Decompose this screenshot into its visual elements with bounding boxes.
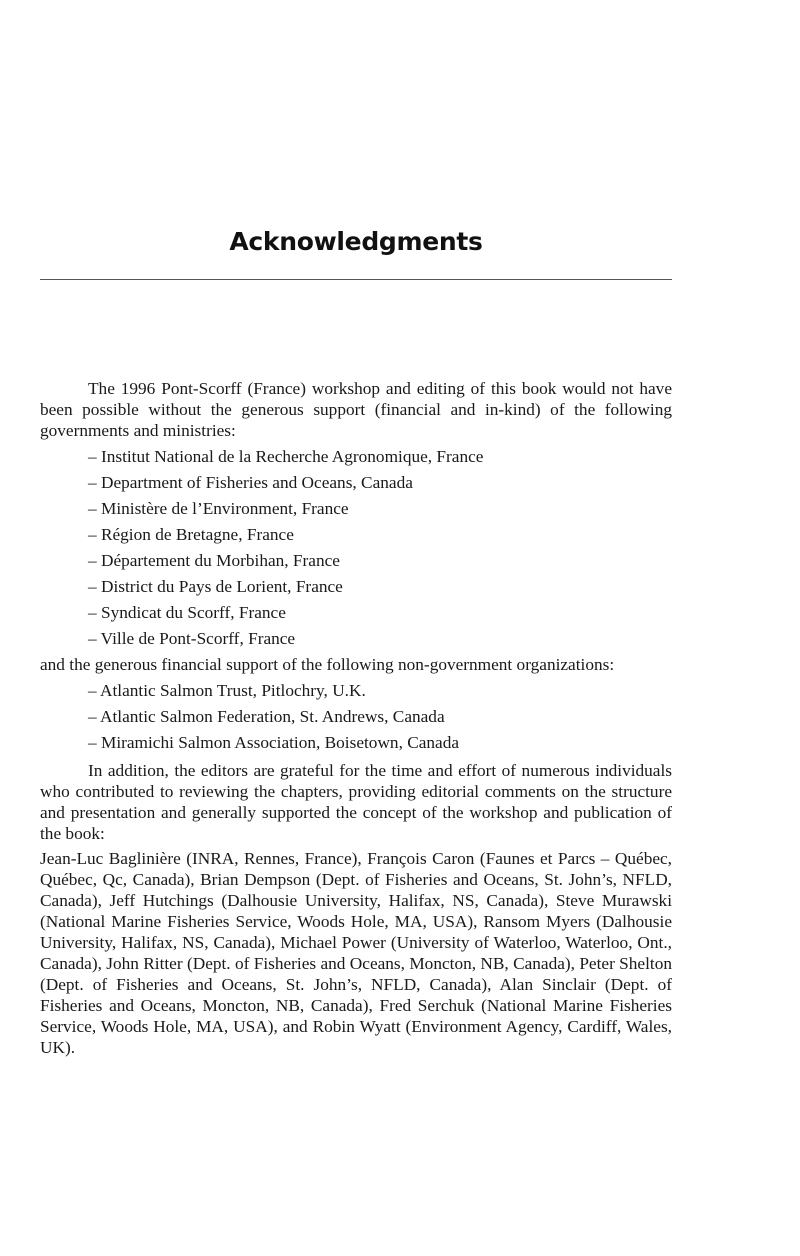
page-title: Acknowledgments <box>229 226 483 256</box>
list-item: – District du Pays de Lorient, France <box>88 577 343 596</box>
list-item: – Institut National de la Recherche Agronomique, France <box>88 447 484 466</box>
reviewers-paragraph: Jean-Luc Baglinière (INRA, Rennes, France), François Caron (Faunes et Parcs – Québec, Québec, Qc, Canada), Brian Dempson (Dept. of Fisheries and Oceans, St. John’s, NFLD, Canada), Jeff Hutchings (Dalhousie University, Halifax, NS, Canada), Steve Murawski (National Marine Fisheries Service, Woods Hole, MA, USA), Ransom Myers (Dalhousie University, Halifax, NS, Canada), Michael Power (University of Waterloo, Waterloo, Ont., Canada), John Ritter (Dept. of Fisheries and Oceans, Moncton, NB, Canada), Peter Shelton (Dept. of Fisheries and Oceans, St. John’s, NFLD, Canada), Alan Sinclair (Dept. of Fisheries and Oceans, Moncton, NB, Canada), Fred Serchuk (National Marine Fisheries Service, Woods Hole, MA, USA), and Robin Wyatt (Environment Agency, Cardiff, Wales, UK). <box>40 849 672 1057</box>
acknowledgments-body <box>40 378 672 1058</box>
list-item: – Ministère de l’Environment, France <box>88 499 349 518</box>
list-item: – Région de Bretagne, France <box>88 525 294 544</box>
reviewers-intro-paragraph: In addition, the editors are grateful for the time and effort of numerous individuals who contributed to reviewing the chapters, providing editorial comments on the structure and presentation and generally supported the concept of the workshop and publication of the book: <box>40 761 672 843</box>
list-item: – Département du Morbihan, France <box>88 551 340 570</box>
government-sponsor-list <box>40 444 672 652</box>
list-item: – Syndicat du Scorff, France <box>88 603 286 622</box>
list-item: – Ville de Pont-Scorff, France <box>88 629 296 648</box>
ngo-intro-paragraph: and the generous financial support of the following non-government organizations: <box>40 655 615 674</box>
list-item: – Atlantic Salmon Federation, St. Andrews, Canada <box>88 707 445 726</box>
ngo-sponsor-list <box>40 678 672 756</box>
list-item: – Miramichi Salmon Association, Boisetown, Canada <box>88 733 460 752</box>
title-rule-divider <box>40 279 672 280</box>
intro-paragraph: The 1996 Pont-Scorff (France) workshop and editing of this book would not have been possible without the generous support (financial and in-kind) of the following governments and ministries: <box>40 379 672 440</box>
list-item: – Atlantic Salmon Trust, Pitlochry, U.K. <box>88 681 366 700</box>
list-item: – Department of Fisheries and Oceans, Canada <box>88 473 413 492</box>
